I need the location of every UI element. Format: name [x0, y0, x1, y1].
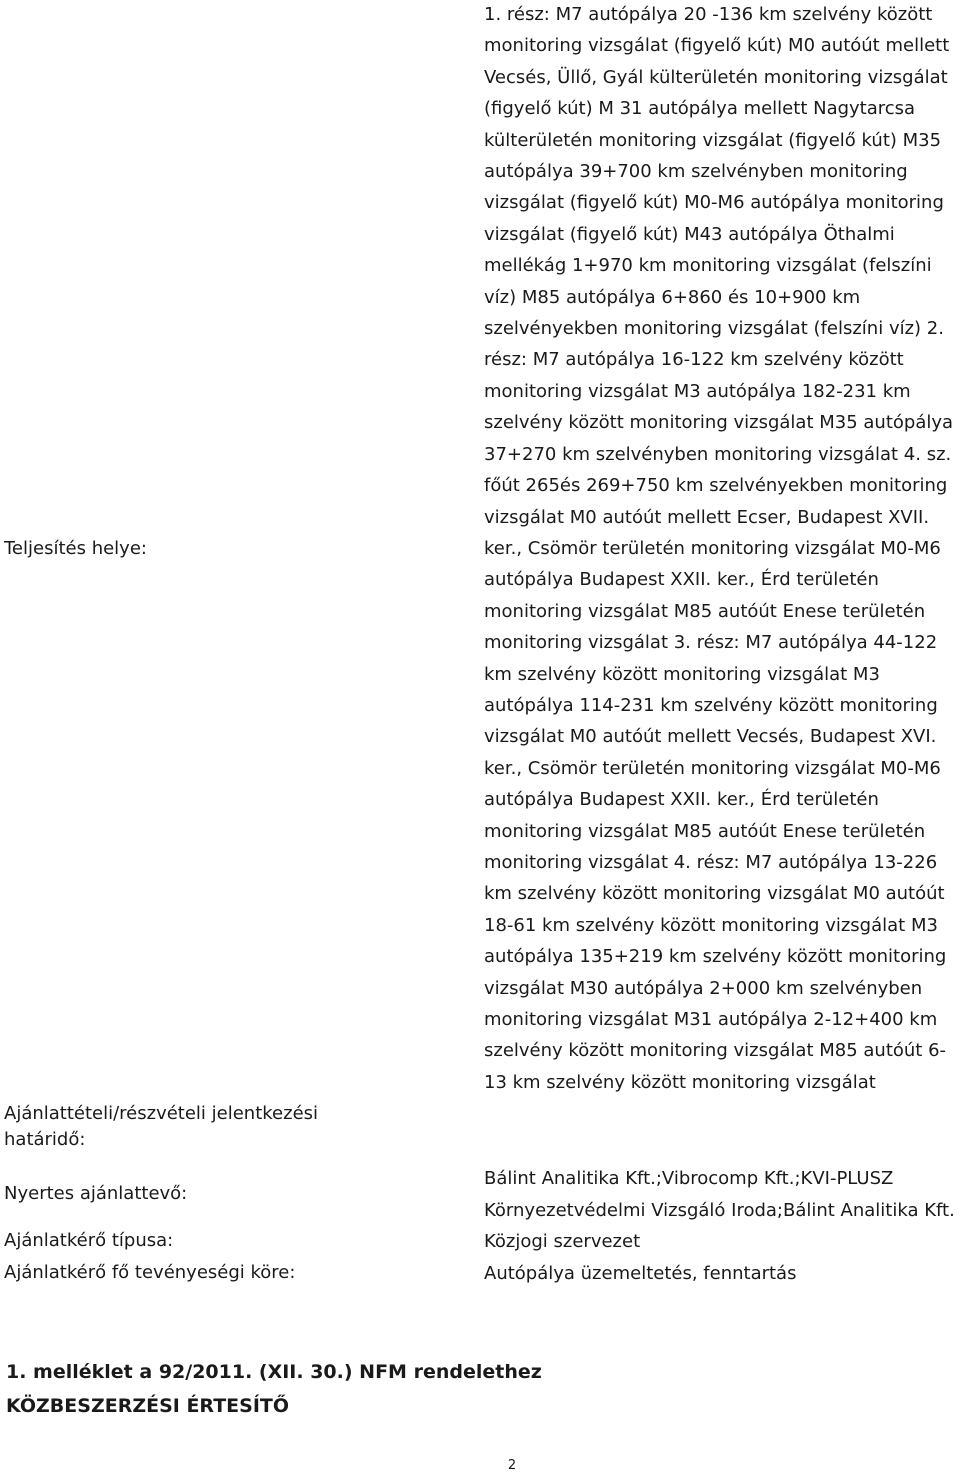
place-of-performance-label: Teljesítés helye:: [4, 538, 147, 559]
deadline-label: Ajánlattételi/részvételi jelentkezési határidő:: [4, 1103, 319, 1150]
main-activity-label: Ajánlatkérő fő tevényeségi köre:: [4, 1262, 296, 1283]
main-activity-value: Autópálya üzemeltetés, fenntartás: [484, 1263, 797, 1284]
winning-bidder-value: Bálint Analitika Kft.;Vibrocomp Kft.;KVI-PLUSZ Környezetvédelmi Vizsgáló Iroda;Bálint Analitika Kft.: [484, 1168, 955, 1221]
place-of-performance-value: 1. rész: M7 autópálya 20 -136 km szelvény között monitoring vizsgálat (figyelő kút) M0 autóút mellett Vecsés, Üllő, Gyál külterületén monitoring vizsgálat (figyelő kút) M 31 autópálya mellett Nagytarcsa külterületén monitoring vizsgálat (figyelő kút) M35 autópálya 39+700 km szelvényben monitoring vizsgálat (figyelő kút) M0-M6 autópálya monitoring vizsgálat (figyelő kút) M43 autópálya Öthalmi mellékág 1+970 km monitoring vizsgálat (felszíni víz) M85 autópálya 6+860 és 10+900 km szelvényekben monitoring vizsgálat (felszíni víz) 2. rész: M7 autópálya 16-122 km szelvény között monitoring vizsgálat M3 autópálya 182-231 km szelvény között monitoring vizsgálat M35 autópálya 37+270 km szelvényben monitoring vizsgálat 4. sz. főút 265és 269+750 km szelvényekben monitoring vizsgálat M0 autóút mellett Ecser, Budapest XVII. ker., Csömör területén monitoring vizsgálat M0-M6 autópálya Budapest XXII. ker., Érd területén monitoring vizsgálat M85 autóút Enese területén monitoring vizsgálat 3. rész: M7 autópálya 44-122 km szelvény között monitoring vizsgálat M3 autópálya 114-231 km szelvény között monitoring vizsgálat M0 autóút mellett Vecsés, Budapest XVI. ker., Csömör területén monitoring vizsgálat M0-M6 autópálya Budapest XXII. ker., Érd területén monitoring vizsgálat M85 autóút Enese területén monitoring vizsgálat 4. rész: M7 autópálya 13-226 km szelvény között monitoring vizsgálat M0 autóút 18-61 km szelvény között monitoring vizsgálat M3 autópálya 135+219 km szelvény között monitoring vizsgálat M30 autópálya 2+000 km szelvényben monitoring vizsgálat M31 autópálya 2-12+400 km szelvény között monitoring vizsgálat M85 autóút 6-13 km szelvény között monitoring vizsgálat: [484, 4, 954, 1093]
contracting-authority-type-label: Ajánlatkérő típusa:: [4, 1230, 174, 1251]
journal-title: KÖZBESZERZÉSI ÉRTESÍTŐ: [6, 1395, 290, 1417]
winning-bidder-label: Nyertes ajánlattevő:: [4, 1183, 188, 1204]
annex-reference: 1. melléklet a 92/2011. (XII. 30.) NFM rendelethez: [6, 1361, 542, 1383]
page-number: 2: [507, 1458, 517, 1473]
contracting-authority-type-value: Közjogi szervezet: [484, 1231, 641, 1252]
